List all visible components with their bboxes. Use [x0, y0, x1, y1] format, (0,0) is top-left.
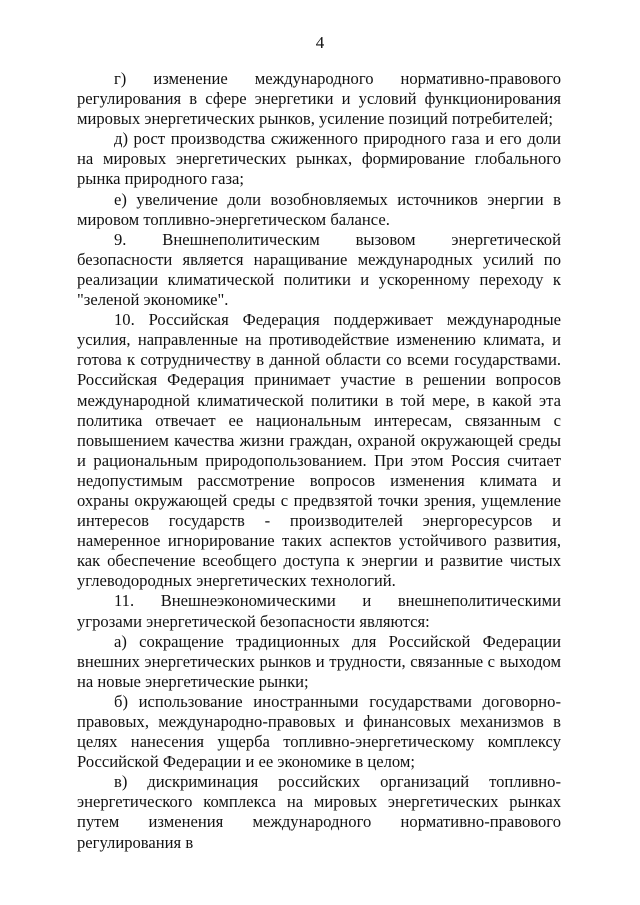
paragraph-9: 9. Внешнеполитическим вызовом энергетической безопасности является наращивание международных усилий по реализации климатической политики и ускоренному переходу к "зеленой экономике".	[77, 229, 561, 310]
page-number: 4	[315, 33, 325, 52]
paragraph-item-e: е) увеличение доли возобновляемых источников энергии в мировом топливно-энергетическом балансе.	[77, 189, 561, 229]
paragraph-item-b: б) использование иностранными государствами договорно-правовых, международно-правовых и финансовых механизмов в целях нанесения ущерба топливно-энергетическому комплексу Российской Федерации и ее экономике в целом;	[77, 691, 561, 772]
paragraph-item-a: а) сокращение традиционных для Российской Федерации внешних энергетических рынков и трудности, связанные с выходом на новые энергетические рынки;	[77, 631, 561, 691]
document-body	[77, 69, 561, 853]
paragraph-10: 10. Российская Федерация поддерживает международные усилия, направленные на противодействие изменению климата, и готова к сотрудничеству в данной области со всеми государствами. Российская Федерация принимает участие в решении вопросов международной климатической политики в той мере, в какой эта политика отвечает ее национальным интересам, связанным с повышением качества жизни граждан, охраной окружающей среды и рациональным природопользованием. При этом Россия считает недопустимым рассмотрение вопросов изменения климата и охраны окружающей среды с предвзятой точки зрения, ущемление интересов государств - производителей энергоресурсов и намеренное игнорирование таких аспектов устойчивого развития, как обеспечение всеобщего доступа к энергии и развитие чистых углеводородных энергетических технологий.	[77, 310, 561, 591]
paragraph-11: 11. Внешнеэкономическими и внешнеполитическими угрозами энергетической безопасности являются:	[77, 591, 561, 631]
paragraph-item-g: г) изменение международного нормативно-правового регулирования в сфере энергетики и условий функционирования мировых энергетических рынков, усиление позиций потребителей;	[77, 69, 561, 129]
paragraph-item-v: в) дискриминация российских организаций топливно-энергетического комплекса на мировых энергетических рынках путем изменения международного нормативно-правового регулирования в	[77, 772, 561, 852]
paragraph-item-d: д) рост производства сжиженного природного газа и его доли на мировых энергетических рынках, формирование глобального рынка природного газа;	[77, 129, 561, 189]
